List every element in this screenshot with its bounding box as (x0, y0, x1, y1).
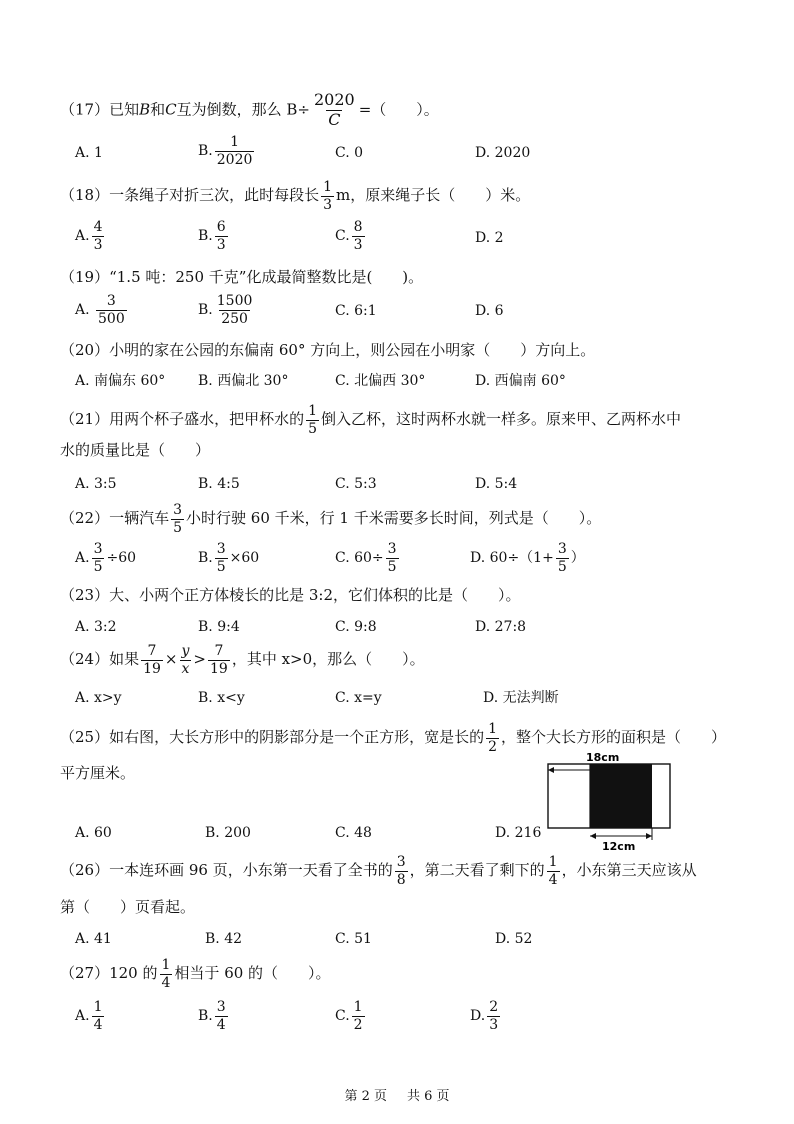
option-a[interactable]: A. 南偏东 60° (75, 373, 166, 389)
fraction (547, 855, 560, 887)
option-c[interactable]: C. 51 (335, 931, 372, 947)
fraction (486, 722, 499, 754)
option-a[interactable]: A. 3:5 (75, 476, 117, 492)
fraction (306, 404, 319, 436)
arrowhead-right (646, 833, 652, 839)
question-18 (60, 180, 530, 212)
fraction-denominator: 5 (173, 519, 183, 536)
question-27 (60, 958, 331, 990)
question-text: 相当于 60 的（ ）。 (174, 964, 331, 983)
fraction-denominator: x (181, 660, 190, 677)
fraction-numerator: 3 (216, 541, 226, 557)
option-c[interactable] (335, 220, 367, 252)
fraction (215, 1000, 228, 1032)
option-b[interactable]: B. 9:4 (198, 619, 240, 635)
option-a[interactable]: A. 3:2 (75, 619, 117, 635)
fraction-denominator: 500 (98, 310, 125, 327)
option-b[interactable]: B. x<y (198, 690, 245, 706)
fraction-numerator: y (181, 643, 190, 659)
fraction (215, 220, 228, 252)
option-b[interactable] (198, 1000, 230, 1032)
option-c[interactable]: C. 6:1 (335, 303, 377, 319)
option-a[interactable]: A. 41 (75, 931, 112, 947)
page-number: 第 2 页 (344, 1089, 387, 1104)
question-26 (60, 855, 697, 887)
fraction-denominator: 19 (210, 660, 228, 677)
option-d[interactable]: D. 27:8 (475, 619, 527, 635)
question-22 (60, 503, 601, 535)
question-text: （22）一辆汽车 (60, 509, 170, 528)
option-c[interactable]: C. x=y (335, 690, 382, 706)
fraction-numerator: 1500 (216, 293, 253, 309)
fraction (215, 135, 255, 167)
question-text: （21）用两个杯子盛水，把甲杯水的 (60, 410, 305, 429)
question-text: ，其中 x>0，那么（ ）。 (231, 650, 425, 669)
fraction-denominator: 5 (557, 558, 567, 575)
option-text: ÷60 (106, 550, 137, 567)
fraction-denominator: 5 (216, 558, 226, 575)
fraction (180, 644, 192, 676)
option-label: B. (198, 1008, 213, 1025)
fraction-numerator: 7 (214, 643, 224, 659)
option-label: A. (75, 550, 90, 567)
dimension-label-top: 18cm (586, 751, 620, 764)
fraction (352, 1000, 365, 1032)
fraction (92, 220, 105, 252)
fraction-denominator: 4 (161, 974, 171, 991)
shaded-square (590, 764, 652, 828)
fraction-numerator: 3 (387, 541, 397, 557)
fraction (141, 644, 163, 676)
fraction (96, 294, 127, 326)
option-label: C. 60÷ (335, 550, 384, 567)
option-d[interactable] (470, 1000, 502, 1032)
option-b[interactable]: B. 4:5 (198, 476, 240, 492)
option-d[interactable]: D. 52 (495, 931, 533, 947)
fraction-numerator: 1 (323, 179, 333, 195)
question-text: m，原来绳子长（ ）米。 (336, 186, 531, 205)
fraction-numerator: 3 (396, 854, 406, 870)
fraction-denominator: 8 (396, 871, 406, 888)
question-text: （25）如右图，大长方形中的阴影部分是一个正方形，宽是长的 (60, 728, 485, 747)
question-text: （27）120 的 (60, 964, 158, 983)
option-b[interactable] (198, 135, 256, 167)
fraction-denominator: 5 (387, 558, 397, 575)
fraction-numerator: 3 (557, 541, 567, 557)
fraction-denominator: 3 (353, 236, 363, 253)
option-d[interactable]: D. 216 (495, 825, 542, 841)
rectangle-figure (540, 750, 690, 852)
fraction-denominator: 2 (353, 1016, 363, 1033)
fraction-denominator: 2 (488, 738, 498, 755)
question-text: （24）如果 (60, 650, 140, 669)
option-a[interactable] (75, 294, 129, 326)
fraction-denominator: 5 (308, 420, 318, 437)
option-d[interactable]: D. 无法判断 (483, 690, 559, 706)
option-label: A. (75, 228, 90, 245)
question-text: 互为倒数，那么 B÷ (176, 100, 310, 119)
fraction-denominator: 3 (489, 1016, 499, 1033)
question-text: 倒入乙杯，这时两杯水就一样多。原来甲、乙两杯水中 (321, 410, 682, 429)
fraction-denominator: 5 (93, 558, 103, 575)
fraction (171, 503, 184, 535)
question-20: （20）小明的家在公园的东偏南 60° 方向上，则公园在小明家（ ）方向上。 (60, 341, 596, 359)
option-b[interactable] (198, 542, 259, 574)
dimension-label-bottom: 12cm (602, 840, 636, 852)
option-label: C. (335, 1008, 350, 1025)
fraction (321, 180, 334, 212)
question-21-line2: 水的质量比是（ ） (60, 441, 211, 459)
fraction (92, 542, 105, 574)
fraction-numerator: 1 (353, 999, 363, 1015)
question-text: =（ ）。 (358, 100, 439, 119)
fraction-numerator: 1 (488, 721, 498, 737)
fraction-numerator: 8 (353, 219, 363, 235)
fraction (487, 1000, 500, 1032)
question-24 (60, 644, 425, 676)
variable-b: B (139, 100, 151, 119)
fraction-numerator: 2020 (314, 90, 355, 109)
fraction-numerator: 4 (93, 219, 103, 235)
question-26-line2: 第（ ）页看起。 (60, 898, 196, 916)
arrowhead-left (590, 833, 596, 839)
option-label: B. (198, 143, 213, 160)
option-c[interactable]: C. 0 (335, 145, 364, 161)
fraction-denominator: 4 (548, 871, 558, 888)
option-b[interactable] (198, 220, 230, 252)
option-label: D. 60÷（1+ (470, 550, 554, 567)
option-label: B. (198, 302, 213, 319)
option-a[interactable] (75, 220, 106, 252)
question-23: （23）大、小两个正方体棱长的比是 3:2，它们体积的比是（ ）。 (60, 586, 521, 604)
fraction-numerator: 1 (308, 403, 318, 419)
option-c[interactable]: C. 5:3 (335, 476, 377, 492)
fraction (160, 958, 173, 990)
fraction (352, 220, 365, 252)
fraction-numerator: 7 (147, 643, 157, 659)
option-text: ×60 (229, 550, 260, 567)
fraction-numerator: 1 (230, 134, 240, 150)
question-text: 和 (150, 100, 166, 119)
question-text: 小时行驶 60 千米，行 1 千米需要多长时间，列式是（ ）。 (186, 509, 602, 528)
operator: > (193, 650, 206, 669)
fraction-denominator: 4 (216, 1016, 226, 1033)
option-text: ） (570, 550, 585, 567)
page-footer (0, 1085, 794, 1104)
option-b[interactable]: B. 200 (205, 825, 251, 841)
fraction-denominator: 250 (221, 310, 248, 327)
option-label: A. (75, 1008, 90, 1025)
option-label: C. (335, 228, 350, 245)
fraction-denominator: 3 (323, 196, 333, 213)
option-a[interactable]: A. 60 (75, 825, 112, 841)
option-a[interactable]: A. x>y (75, 690, 122, 706)
fraction-denominator: 4 (93, 1016, 103, 1033)
option-d[interactable]: D. 2020 (475, 145, 531, 161)
fraction-denominator: 3 (216, 236, 226, 253)
question-text: （26）一本连环画 96 页，小东第一天看了全书的 (60, 861, 393, 880)
question-text: （18）一条绳子对折三次，此时每段长 (60, 186, 320, 205)
fraction-denominator: 19 (143, 660, 161, 677)
fraction-numerator: 1 (93, 999, 103, 1015)
fraction (215, 294, 255, 326)
option-c[interactable]: C. 9:8 (335, 619, 377, 635)
fraction (312, 92, 357, 129)
option-c[interactable]: C. 48 (335, 825, 372, 841)
question-text: ，整个大长方形的面积是（ ） (501, 728, 727, 747)
option-c[interactable]: C. 北偏西 30° (335, 373, 426, 389)
option-d[interactable]: D. 西偏南 60° (475, 373, 566, 389)
option-d[interactable]: D. 5:4 (475, 476, 518, 492)
question-text: ，小东第三天应该从 (561, 861, 697, 880)
fraction (386, 542, 399, 574)
option-a[interactable] (75, 542, 136, 574)
fraction-numerator: 3 (216, 999, 226, 1015)
fraction-numerator: 6 (216, 219, 226, 235)
question-19: （19）“1.5 吨：250 千克”化成最简整数比是( )。 (60, 268, 424, 286)
option-d[interactable]: D. 6 (475, 303, 504, 319)
fraction (208, 644, 230, 676)
option-label: B. (198, 228, 213, 245)
option-a[interactable] (75, 1000, 106, 1032)
option-label: B. (198, 550, 213, 567)
option-c[interactable] (335, 542, 401, 574)
option-b[interactable]: B. 42 (205, 931, 243, 947)
arrowhead-left (548, 767, 554, 773)
fraction-numerator: 3 (173, 502, 183, 518)
fraction (215, 542, 228, 574)
fraction-numerator: 3 (106, 293, 116, 309)
fraction-denominator: 3 (93, 236, 103, 253)
fraction (395, 855, 408, 887)
option-d[interactable]: D. 2 (475, 230, 504, 246)
operator: × (164, 650, 178, 669)
variable-c: C (165, 100, 177, 119)
fraction-numerator: 3 (93, 541, 103, 557)
option-label: A. (75, 302, 90, 319)
option-c[interactable] (335, 1000, 367, 1032)
question-25-line2: 平方厘米。 (60, 764, 136, 782)
option-b[interactable]: B. 西偏北 30° (198, 373, 289, 389)
fraction-denominator: 2020 (216, 151, 253, 168)
question-21 (60, 404, 681, 436)
question-text: （17）已知 (60, 100, 140, 119)
fraction-numerator: 1 (548, 854, 558, 870)
option-d[interactable] (470, 542, 585, 574)
fraction-numerator: 2 (489, 999, 499, 1015)
page-total: 共 6 页 (407, 1089, 450, 1104)
fraction (556, 542, 569, 574)
question-text: ，第二天看了剩下的 (409, 861, 545, 880)
question-17 (60, 92, 439, 129)
option-label: D. (470, 1008, 486, 1025)
fraction (92, 1000, 105, 1032)
fraction-denominator: C (328, 109, 341, 129)
option-b[interactable] (198, 294, 256, 326)
option-a[interactable]: A. 1 (75, 145, 103, 161)
fraction-numerator: 1 (161, 957, 171, 973)
